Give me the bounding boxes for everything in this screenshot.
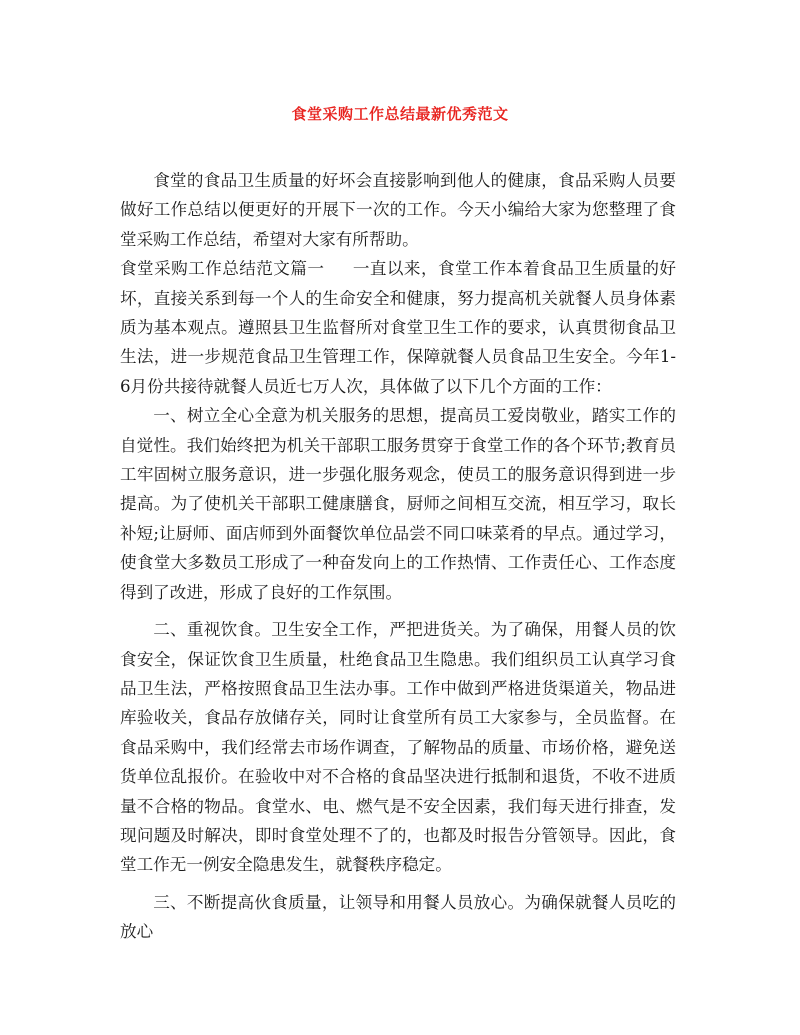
point-2-paragraph: 二、重视饮食。卫生安全工作，严把进货关。为了确保，用餐人员的饮食安全，保证饮食卫生质量，杜绝食品卫生隐患。我们组织员工认真学习食品卫生法，严格按照食品卫生法办事。工作中做到严格进货渠道关，物品进库验收关，食品存放储存关，同时让食堂所有员工大家参与，全员监督。在食品采购中，我们经常去市场作调查，了解物品的质量、市场价格，避免送货单位乱报价。在验收中对不合格的食品坚决进行抵制和退货，不收不进质量不合格的物品。食堂水、电、燃气是不安全因素，我们每天进行排查，发现问题及时解决，即时食堂处理不了的，也都及时报告分管领导。因此，食堂工作无一例安全隐患发生，就餐秩序稳定。 <box>120 620 676 875</box>
point-1-paragraph: 一、树立全心全意为机关服务的思想，提高员工爱岗敬业，踏实工作的自觉性。我们始终把为机关干部职工服务贯穿于食堂工作的各个环节;教育员工牢固树立服务意识，进一步强化服务观念，使员工的服务意识得到进一步提高。为了使机关干部职工健康膳食，厨师之间相互交流，相互学习，取长补短;让厨师、面店师到外面餐饮单位品尝不同口味菜肴的早点。通过学习，使食堂大多数员工形成了一种奋发向上的工作热情、工作责任心、工作态度得到了改进，形成了良好的工作氛围。 <box>120 406 676 602</box>
point-3-paragraph: 三、不断提高伙食质量，让领导和用餐人员放心。为确保就餐人员吃的放心 <box>120 892 676 942</box>
document-body <box>120 166 676 947</box>
intro-paragraph: 食堂的食品卫生质量的好坏会直接影响到他人的健康，食品采购人员要做好工作总结以便更好的开展下一次的工作。今天小编给大家为您整理了食堂采购工作总结，希望对大家有所帮助。 <box>120 171 676 249</box>
section-paragraph <box>120 254 676 401</box>
document-title: 食堂采购工作总结最新优秀范文 <box>291 105 509 123</box>
section-heading: 食堂采购工作总结范文篇一 <box>120 259 325 279</box>
section-intro-text: 一直以来，食堂工作本着食品卫生质量的好坏，直接关系到每一个人的生命安全和健康，努力提高机关就餐人员身体素质为基本观点。遵照县卫生监督所对食堂卫生工作的要求，认真贯彻食品卫生法，进一步规范食品卫生管理工作，保障就餐人员食品卫生安全。今年1-6月份共接待就餐人员近七万人次，具体做了以下几个方面的工作： <box>120 259 677 396</box>
